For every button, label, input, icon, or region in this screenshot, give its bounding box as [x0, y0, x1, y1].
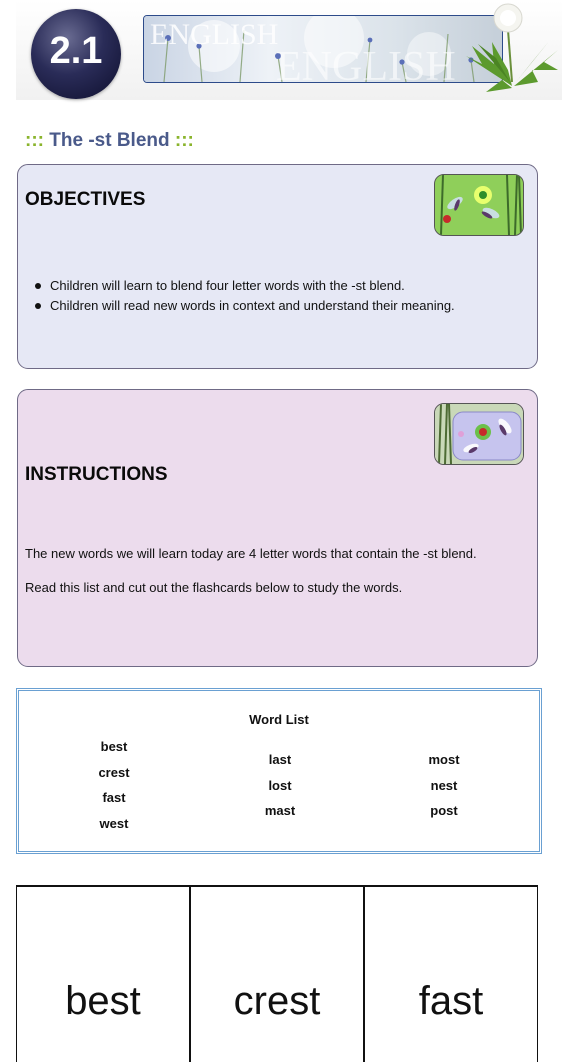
word-list-item: lost: [268, 777, 292, 793]
word-list-item: crest: [98, 764, 130, 780]
word-list-item: mast: [264, 803, 296, 818]
word-list-item: last: [268, 752, 292, 767]
instructions-heading: INSTRUCTIONS: [25, 464, 168, 485]
subject-banner: [143, 15, 503, 83]
instructions-panel: [17, 389, 538, 667]
objectives-panel: [17, 164, 538, 369]
word-list-item: west: [99, 815, 129, 831]
word-list-column-1: [81, 734, 147, 836]
objectives-heading: OBJECTIVES: [25, 189, 146, 210]
list-item: Children will learn to blend four letter words with the -st blend.: [32, 276, 455, 296]
title-colons-right: :::: [174, 130, 194, 151]
instructions-paragraph: The new words we will learn today are 4 letter words that contain the -st blend.: [25, 546, 477, 561]
dandelion-icon: [462, 0, 562, 96]
word-list-box: [16, 688, 542, 854]
flashcards-row: [16, 885, 538, 1062]
flashcard: [16, 887, 190, 1062]
word-list-column-2: [245, 747, 315, 824]
dragonfly-card-icon: [434, 174, 524, 236]
word-list-item: most: [428, 752, 460, 767]
banner-title: ENGLISH: [150, 18, 279, 51]
lesson-badge: [31, 9, 121, 99]
objectives-list: [32, 276, 455, 316]
lesson-title: [25, 130, 194, 152]
flashcard: [190, 887, 364, 1062]
instructions-paragraph: Read this list and cut out the flashcards below to study the words.: [25, 580, 403, 595]
dragonfly-card-icon: [434, 403, 524, 465]
word-list-column-3: [409, 747, 479, 824]
flashcard-word: crest: [233, 979, 321, 1023]
word-list-item: best: [100, 739, 128, 754]
lesson-title-text: The -st Blend: [43, 130, 175, 151]
flashcard-word: fast: [418, 979, 484, 1023]
flashcard: [364, 887, 538, 1062]
flashcard-word: best: [65, 979, 141, 1023]
banner-title-echo: ENGLISH: [276, 44, 456, 82]
word-list-item: fast: [102, 790, 126, 805]
word-list-item: post: [430, 803, 458, 818]
lesson-number: 2.1: [49, 30, 103, 72]
list-item: Children will read new words in context and understand their meaning.: [32, 296, 455, 316]
title-colons-left: :::: [25, 130, 44, 151]
word-list-item: nest: [430, 777, 458, 793]
word-list-title: Word List: [249, 712, 309, 727]
